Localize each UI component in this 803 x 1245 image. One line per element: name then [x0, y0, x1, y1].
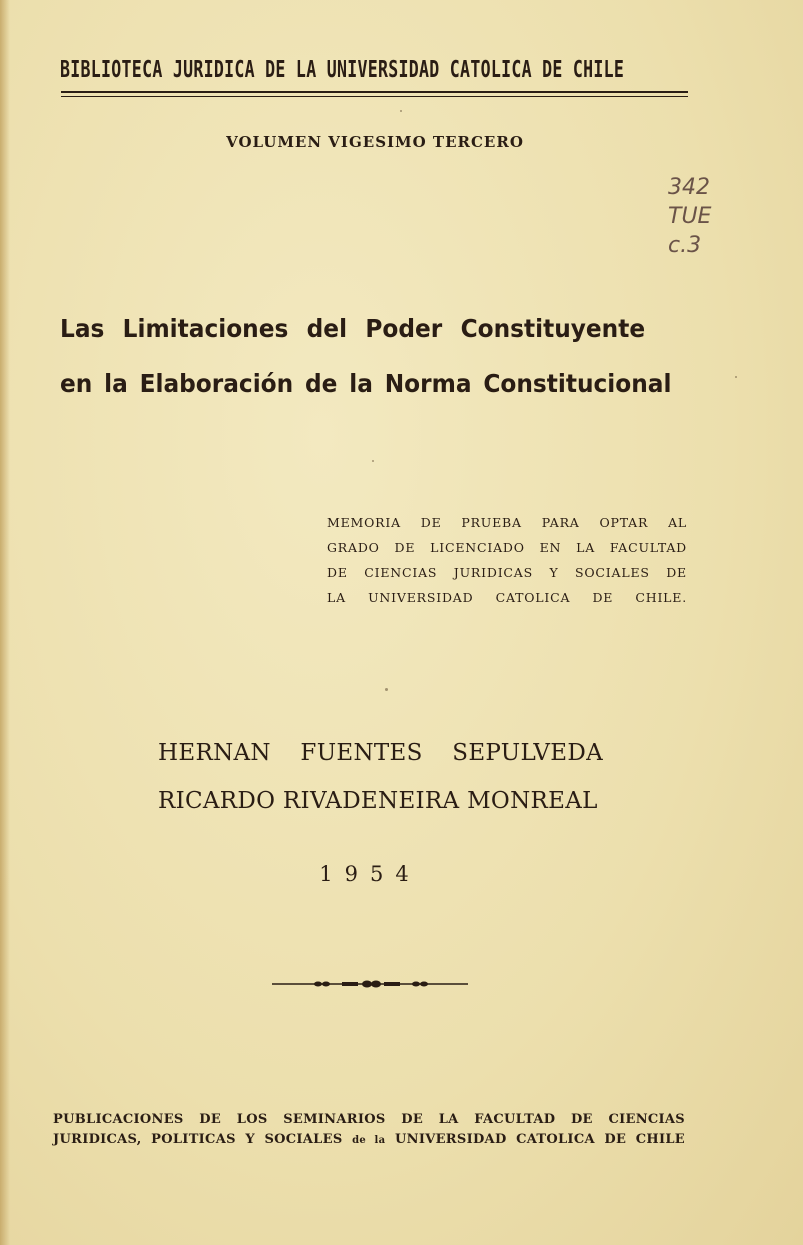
title-line-2: en la Elaboración de la Norma Constitucional — [60, 369, 672, 398]
title-line-1: Las Limitaciones del Poder Constituyente — [60, 314, 646, 343]
author-1: HERNAN FUENTES SEPULVEDA — [158, 740, 603, 766]
ink-speck — [400, 110, 402, 112]
author-2: RICARDO RIVADENEIRA MONREAL — [158, 788, 598, 814]
catalog-mark-code: TUE — [668, 204, 712, 229]
publisher-line-1: PUBLICACIONES DE LOS SEMINARIOS DE LA FACULTAD DE CIENCIAS — [53, 1112, 685, 1127]
thesis-line-3: DE CIENCIAS JURIDICAS Y SOCIALES DE — [327, 565, 687, 580]
header-rule-thin — [61, 96, 688, 97]
thesis-line-2: GRADO DE LICENCIADO EN LA FACULTAD — [327, 540, 687, 555]
publisher-line-2-start: JURIDICAS, POLITICAS Y SOCIALES — [53, 1132, 343, 1147]
catalog-mark-copy: c.3 — [668, 233, 702, 258]
ink-speck — [735, 376, 737, 378]
header-rule-thick — [61, 91, 688, 93]
publisher-de-la: de la — [352, 1135, 386, 1146]
handwritten-catalog-marks — [668, 173, 758, 260]
publication-year: 1954 — [319, 862, 421, 886]
publisher-line-2 — [53, 1130, 685, 1151]
ink-speck — [385, 688, 388, 691]
series-header: BIBLIOTECA JURIDICA DE LA UNIVERSIDAD CATOLICA DE CHILE — [60, 57, 625, 83]
thesis-line-4: LA UNIVERSIDAD CATOLICA DE CHILE. — [327, 590, 687, 605]
volume-label: VOLUMEN VIGESIMO TERCERO — [226, 133, 524, 151]
ink-speck — [372, 460, 374, 462]
catalog-mark-number: 342 — [668, 175, 710, 200]
publisher-line-2-end: UNIVERSIDAD CATOLICA DE CHILE — [395, 1132, 686, 1147]
book-title — [60, 301, 690, 411]
page-edge-shadow — [0, 0, 10, 1245]
ornament-divider — [270, 976, 470, 992]
publisher-block — [53, 1110, 685, 1151]
thesis-statement — [327, 510, 687, 610]
authors-block — [158, 729, 603, 825]
thesis-line-1: MEMORIA DE PRUEBA PARA OPTAR AL — [327, 515, 687, 530]
